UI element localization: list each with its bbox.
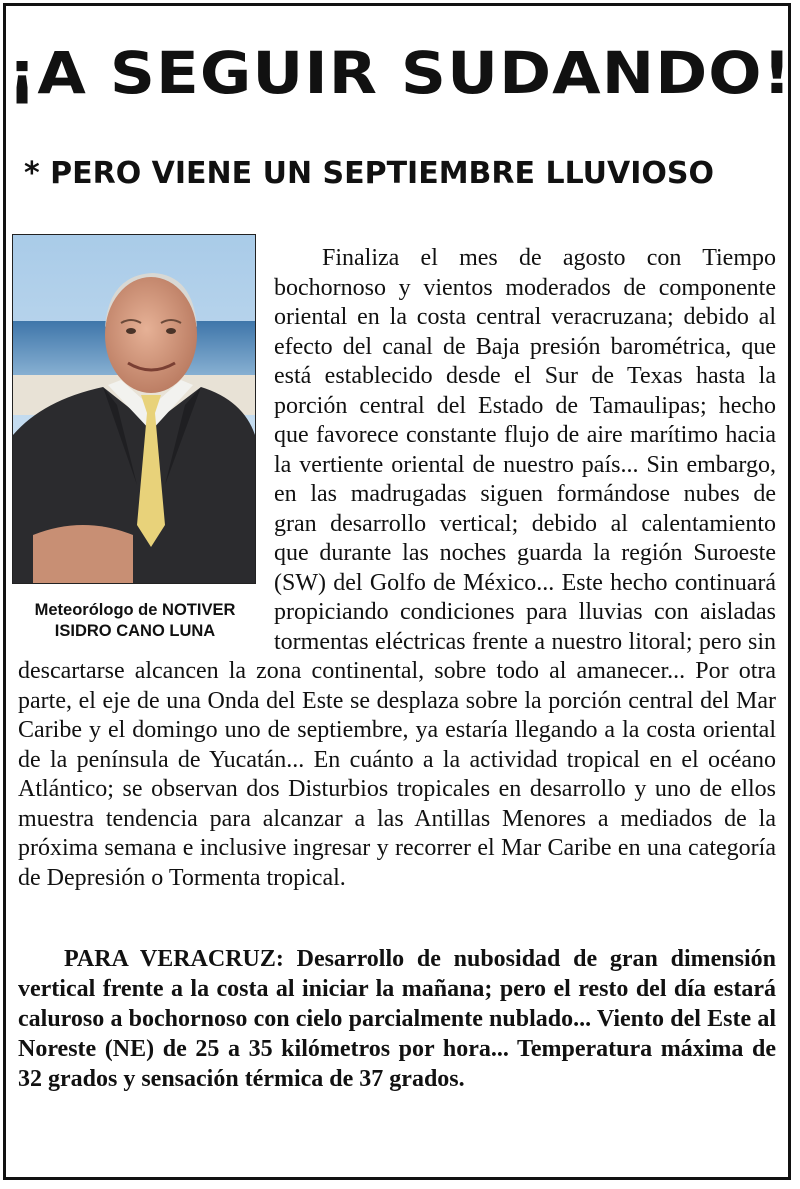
veracruz-forecast <box>18 944 776 1094</box>
photo-float-spacer <box>18 244 274 656</box>
headline: ¡A SEGUIR SUDANDO! <box>7 39 793 107</box>
subheadline: * PERO VIENE UN SEPTIEMBRE LLUVIOSO <box>24 156 714 191</box>
article-body <box>18 244 776 893</box>
body-text: Finaliza el mes de agosto con Tiempo bochornoso y vientos moderados de componente oriental en la costa central veracruzana; debido al efecto del canal de Baja presión barométrica, que está establecido desde el Sur de Texas hasta la porción central del Estado de Tamaulipas; hecho que favorece constante flujo de aire marítimo hacia la vertiente oriental de nuestro país... Sin embargo, en las madrugadas siguen formándose nubes de gran desarrollo vertical; debido al calentamiento que durante las noches guarda la región Suroeste (SW) del Golfo de México... Este hecho continuará propiciando condiciones para lluvias con aisladas tormentas eléctricas frente a nuestro litoral; pero sin descartarse alcancen la zona continental, sobre todo al amanecer... Por otra parte, el eje de una Onda del Este se desplaza sobre la porción central del Mar Caribe y el domingo uno de septiembre, ya estaría llegando a la costa oriental de la península de Yucatán... En cuánto a la actividad tropical en el océano Atlántico; se observan dos Disturbios tropicales en desarrollo y uno de ellos muestra tendencia para alcanzar a las Antillas Menores a mediados de la próxima semana e inclusive ingresar y recorrer el Mar Caribe en una categoría de Depresión o Tormenta tropical. <box>18 245 776 891</box>
caption-role: Meteorólogo de NOTIVER <box>34 601 236 619</box>
forecast-text: PARA VERACRUZ: Desarrollo de nubosidad de gran dimensión vertical frente a la costa al iniciar la mañana; pero el resto del día estará caluroso a bochornoso con cielo parcialmente nublado... Viento del Este al Noreste (NE) de 25 a 35 kilómetros por hora... Temperatura máxima de 32 grados y sensación térmica de 37 grados. <box>18 946 776 1092</box>
caption-name: ISIDRO CANO LUNA <box>54 622 216 640</box>
article-frame <box>3 3 791 1180</box>
